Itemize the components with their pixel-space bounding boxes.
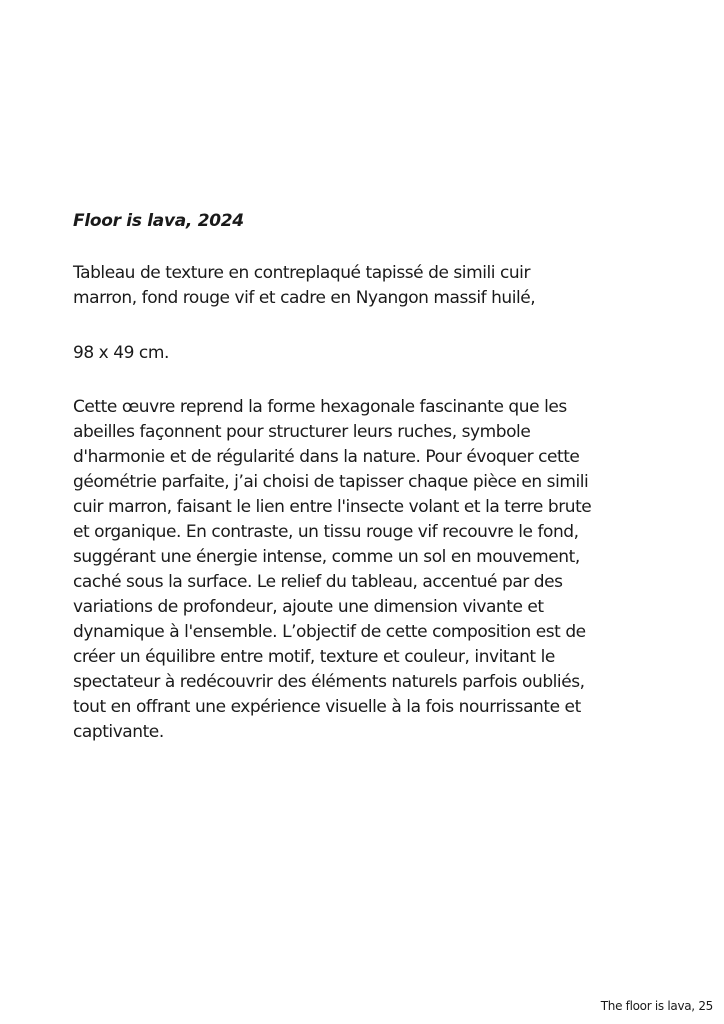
text-line: d'harmonie et de régularité dans la nature. Pour évoquer cette xyxy=(73,447,580,467)
text-line: variations de profondeur, ajoute une dimension vivante et xyxy=(73,597,544,617)
description-paragraph xyxy=(73,395,673,745)
text-line: tout en offrant une expérience visuelle à la fois nourrissante et xyxy=(73,697,581,717)
dimensions: 98 x 49 cm. xyxy=(73,343,169,363)
text-line: cuir marron, faisant le lien entre l'insecte volant et la terre brute xyxy=(73,497,592,517)
text-line: créer un équilibre entre motif, texture et couleur, invitant le xyxy=(73,647,555,667)
page-footer: The floor is lava, 25 xyxy=(600,999,713,1013)
text-line: dynamique à l'ensemble. L’objectif de cette composition est de xyxy=(73,622,586,642)
text-line: et organique. En contraste, un tissu rouge vif recouvre le fond, xyxy=(73,522,579,542)
text-line: marron, fond rouge vif et cadre en Nyangon massif huilé, xyxy=(73,288,536,308)
text-line: caché sous la surface. Le relief du tableau, accentué par des xyxy=(73,572,563,592)
text-line: Tableau de texture en contreplaqué tapissé de simili cuir xyxy=(73,263,530,283)
artwork-title: Floor is lava, 2024 xyxy=(73,211,244,231)
text-line: géométrie parfaite, j’ai choisi de tapisser chaque pièce en simili xyxy=(73,472,589,492)
text-line: spectateur à redécouvrir des éléments naturels parfois oubliés, xyxy=(73,672,585,692)
materials-paragraph xyxy=(73,261,673,311)
text-line: captivante. xyxy=(73,722,164,742)
text-line: abeilles façonnent pour structurer leurs ruches, symbole xyxy=(73,422,531,442)
text-line: Cette œuvre reprend la forme hexagonale fascinante que les xyxy=(73,397,567,417)
text-line: suggérant une énergie intense, comme un sol en mouvement, xyxy=(73,547,580,567)
